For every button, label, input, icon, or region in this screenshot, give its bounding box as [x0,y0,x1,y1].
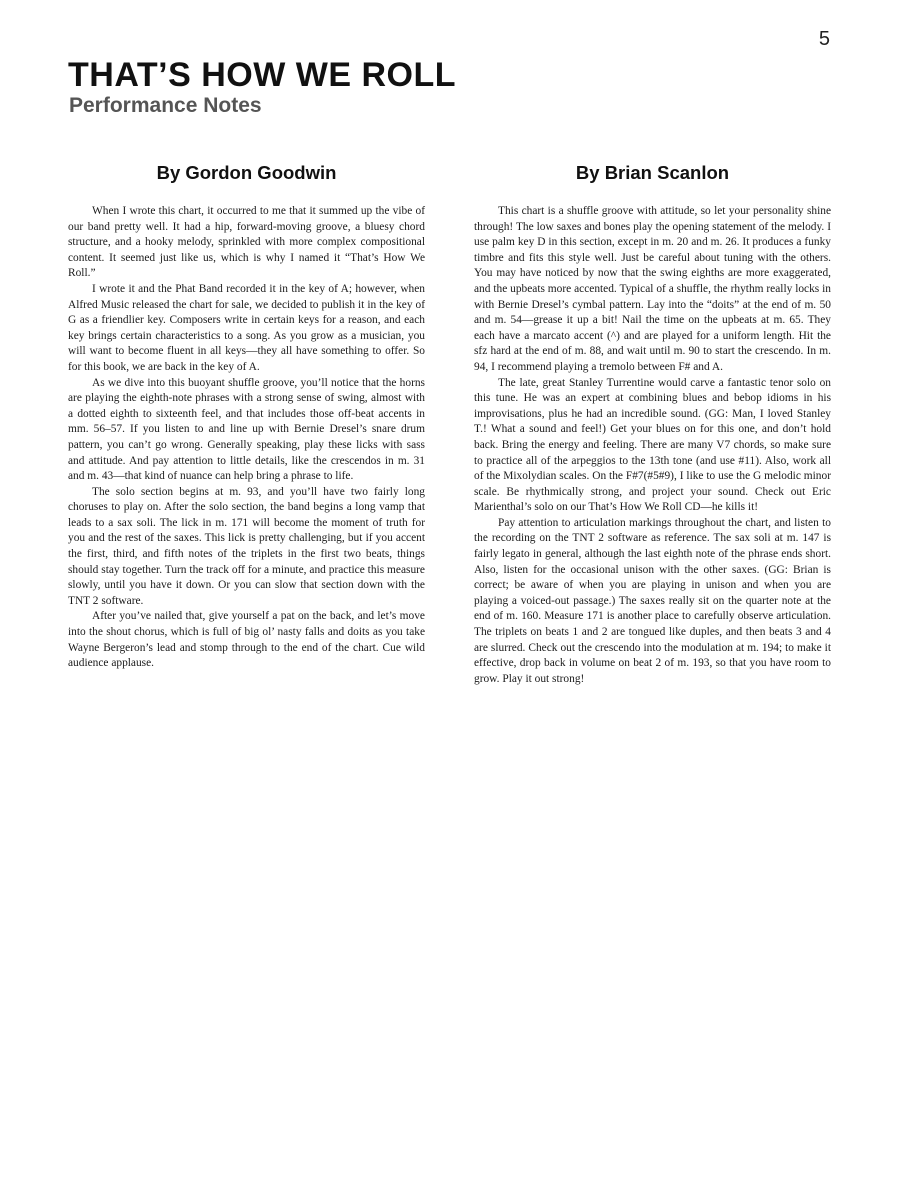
paragraph: This chart is a shuffle groove with attitude, so let your personality shine through! The low saxes and bones play the opening statement of the melody. I use palm key D in this section, except in m. 20 and m. 26. It produces a funky timbre and fits this style well. Just be careful about tuning with the others. You may have noticed by now that the swing eighths are more exaggerated, and the upbeats more accented. Typical of a shuffle, the rhythm really locks in with Bernie Dresel’s cymbal pattern. Lay into the “doits” at the end of m. 50 and m. 54—grease it up a bit! Nail the time on the upbeats at m. 65. They each have a marcato accent (^) and are played for a uniform length. Hit the sfz hard at the end of m. 88, and wait until m. 90 to start the crescendo. In m. 94, I recommend playing a tremolo between F# and A. [474,205,831,373]
page-title: THAT’S HOW WE ROLL [68,56,456,94]
column-heading: By Gordon Goodwin [156,162,337,183]
paragraph: The late, great Stanley Turrentine would carve a fantastic tenor solo on this tune. He was an expert at combining blues and bebop idioms in his improvisations, plus he had an incredible sound. (GG: Man, I loved Stanley T.! What a sound and feel!) Get your blues on for this one, and don’t hold back. Bring the energy and feeling. There are many V7 chords, so make sure to practice all of the arpeggios to the 13th tone (and use #11). Also, work all of the Mixolydian scales. On the F#7(#5#9), I like to use the G melodic minor scale. Be rhythmically strong, and project your sound. Check out Eric Marienthal’s solo on our That’s How We Roll CD—he kills it! [474,376,831,514]
page-number: 5 [818,28,830,50]
paragraph: I wrote it and the Phat Band recorded it in the key of A; however, when Alfred Music released the chart for sale, we decided to publish it in the key of G as a friendlier key. Composers write in certain keys for a reason, and each key brings certain characteristics to a song. As you grow as a musician, you will want to become fluent in all keys—they all have something to offer. So for this book, we are back in the key of A. [68,282,425,373]
page-subtitle: Performance Notes [69,94,262,117]
column-brian-scanlon [474,162,831,687]
paragraph: The solo section begins at m. 93, and you’ll have two fairly long choruses to play on. After the solo section, the band begins a long vamp that leads to a sax soli. The lick in m. 171 will become the moment of truth for you and the rest of the saxes. This lick is pretty challenging, but if you accent the first, third, and fifth notes of the triplets in the first two beats, things should stay together. Turn the track off for a minute, and practice this measure slowly, until you have it down. Or you can slow that section down with the TNT 2 software. [68,485,425,607]
paragraph: After you’ve nailed that, give yourself a pat on the back, and let’s move into the shout chorus, which is full of big ol’ nasty falls and doits as you take Wayne Bergeron’s lead and stomp through to the end of the chart. Cue wild audience applause. [68,610,425,670]
paragraph: Pay attention to articulation markings throughout the chart, and listen to the recording on the TNT 2 software as reference. The sax soli at m. 147 is fairly legato in general, although the last eighth note of the phrase ends short. Also, listen for the occasional unison with the other saxes. (GG: Brian is correct; be aware of when you are playing in unison and when you are playing a voiced-out passage.) The saxes really sit on the quarter note at the end of m. 160. Measure 171 is another place to carefully observe articulation. The triplets on beats 1 and 2 are tongued like duples, and then beats 3 and 4 are slurred. Check out the crescendo into the modulation at m. 194; to make it effective, drop back in volume on beat 2 of m. 193, so that you have room to grow. Play it out strong! [474,516,831,685]
column-heading: By Brian Scanlon [575,162,730,183]
column-gordon-goodwin [68,162,425,672]
paragraph: When I wrote this chart, it occurred to me that it summed up the vibe of our band pretty well. It had a hip, forward-moving groove, a bluesy chord structure, and a hooky melody, sprinkled with more complex compositional content. It seemed just like us, which is why I named it “That’s How We Roll.” [68,205,425,280]
paragraph: As we dive into this buoyant shuffle groove, you’ll notice that the horns are playing the eighth-note phrases with a strong sense of swing, almost with a dotted eighth to sixteenth feel, and that includes those off-beat accents in mm. 56–57. If you listen to and line up with Bernie Dresel’s snare drum pattern, you can’t go wrong. Generally speaking, play these licks with sass and attitude. And pay attention to little details, like the crescendos in m. 31 and m. 43—that kind of nuance can help bring a phrase to life. [68,376,425,483]
